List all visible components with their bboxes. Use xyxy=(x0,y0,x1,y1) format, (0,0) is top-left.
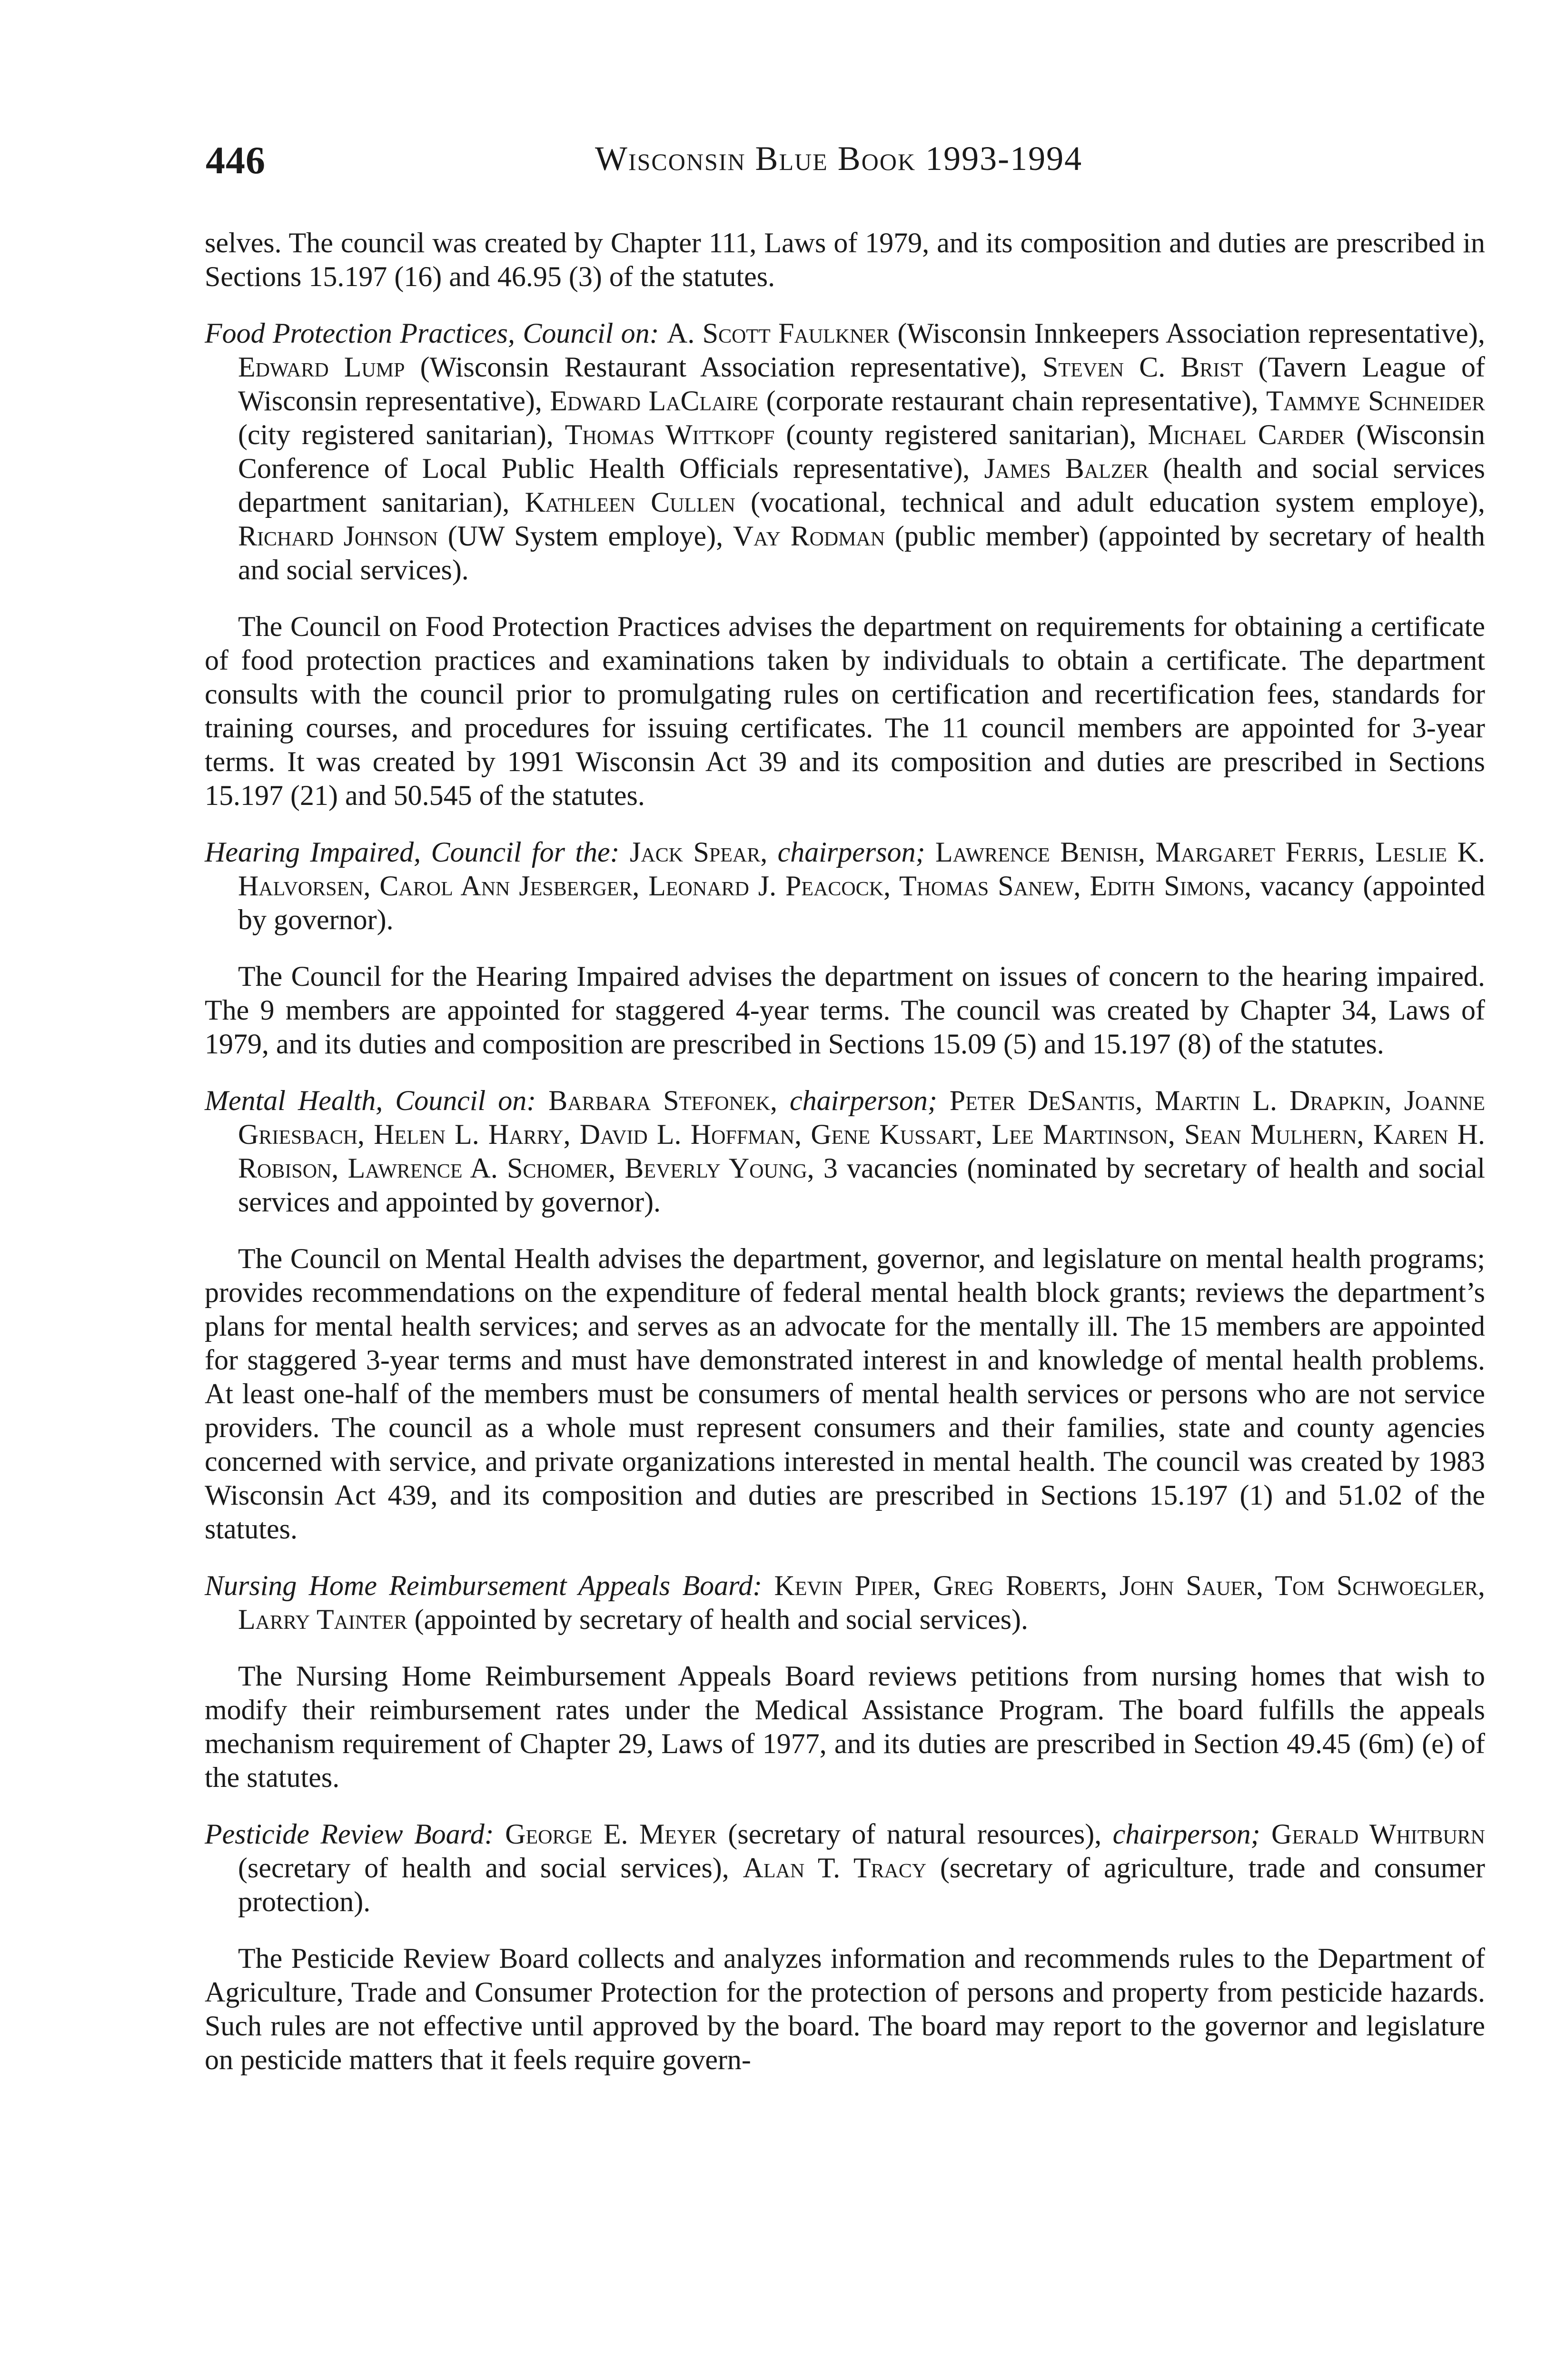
member-desc: (vocational, technical and adult education system employe), xyxy=(735,486,1485,518)
hearing-impaired-title: Hearing Impaired, Council for the: xyxy=(205,836,620,868)
appointment-note: (appointed by secretary of health and social services). xyxy=(407,1604,1029,1635)
member-name: Kathleen Cullen xyxy=(525,486,735,518)
member-desc: (secretary of health and social services), xyxy=(238,1852,743,1884)
member-name: Edward Lump xyxy=(238,351,405,383)
member-name: James Balzer xyxy=(984,453,1149,484)
food-protection-listing xyxy=(205,317,1485,587)
member-entry xyxy=(667,317,1485,349)
mental-health-title: Mental Health, Council on: xyxy=(205,1085,536,1116)
nursing-home-listing xyxy=(205,1569,1485,1636)
chair-desc: (secretary of natural resources), xyxy=(716,1818,1113,1850)
member-name: Tammye Schneider xyxy=(1266,385,1485,416)
member-name: Steven C. Brist xyxy=(1042,351,1243,383)
hearing-impaired-description: The Council for the Hearing Impaired advises the department on issues of concern to the hearing impaired. The 9 members are appointed for staggered 4-year terms. The council was created by Chapter 34, Laws of 1979, and its duties and composition are prescribed in Sections 15.09 (5) and 15.197 (8) of the statutes. xyxy=(205,961,1485,1060)
member-name: Michael Carder xyxy=(1148,419,1345,450)
member-name: A. Scott Faulkner xyxy=(667,317,890,349)
member-desc: (Wisconsin Innkeepers Association representative), xyxy=(890,317,1486,349)
member-desc: (Wisconsin Conference of Local Public Health Officials representative), xyxy=(238,419,1485,484)
page-number: 446 xyxy=(206,139,266,182)
mental-health-listing: Mental Health, Council on: Barbara Stefonek, chairperson; Peter DeSantis, Martin L. Drapkin, Joanne Griesbach, Helen L. Harry, David L. Hoffman, Gene Kussart, Lee Martinson, Sean Mulhern, Karen H. Robison, Lawrence A. Schomer, Beverly Young, 3 vacancies (nominated by secretary of health and social services and appointed by governor). xyxy=(205,1085,1486,1218)
member-desc: (health and social services department sanitarian), xyxy=(238,453,1486,518)
page-content xyxy=(205,226,1485,2100)
member-desc: (UW System employe), xyxy=(438,520,733,552)
member-entry xyxy=(525,486,1485,518)
chair-label: chairperson; xyxy=(777,836,925,868)
member-entry xyxy=(565,419,1148,450)
member-desc: (city registered sanitarian), xyxy=(238,419,565,450)
member-list: Kevin Piper, Greg Roberts, John Sauer, Tom Schwoegler, Larry Tainter xyxy=(238,1570,1485,1635)
member-desc: (county registered sanitarian), xyxy=(774,419,1148,450)
chair-name: Barbara Stefonek xyxy=(548,1085,770,1116)
chair-label: chairperson; xyxy=(789,1085,937,1116)
member-desc: (public member) (appointed by secretary of health and social services). xyxy=(238,520,1485,585)
member-entry xyxy=(238,520,733,552)
nursing-home-title: Nursing Home Reimbursement Appeals Board: xyxy=(205,1570,763,1601)
chair-name: George E. Meyer xyxy=(505,1818,717,1850)
running-title: Wisconsin Blue Book 1993-1994 xyxy=(595,139,1083,178)
member-desc: (corporate restaurant chain representative), xyxy=(758,385,1267,416)
nursing-home-description: The Nursing Home Reimbursement Appeals Board reviews petitions from nursing homes that wish to modify their reimbursement rates under the Medical Assistance Program. The board fulfills the appeals mechanism requirement of Chapter 29, Laws of 1977, and its duties are prescribed in Section 49.45 (6m) (e) of the statutes. xyxy=(205,1660,1485,1793)
appointment-note: vacancy (appointed by governor). xyxy=(238,870,1485,935)
member-entry xyxy=(550,385,1266,416)
pesticide-listing xyxy=(205,1817,1485,1919)
continuation-paragraph: selves. The council was created by Chapter 111, Laws of 1979, and its composition and duties are prescribed in Sections 15.197 (16) and 46.95 (3) of the statutes. xyxy=(205,227,1485,292)
pesticide-description: The Pesticide Review Board collects and analyzes information and recommends rules to the Department of Agriculture, Trade and Consumer Protection for the protection of persons and property from pesticide hazards. Such rules are not effective until approved by the board. The board may report to the governor and legislature on pesticide matters that it feels require govern- xyxy=(205,1943,1485,2075)
member-name: Edward LaClaire xyxy=(550,385,759,416)
food-protection-title: Food Protection Practices, Council on: xyxy=(205,317,659,349)
hearing-impaired-listing: Hearing Impaired, Council for the: Jack Spear, chairperson; Lawrence Benish, Margaret Ferris, Leslie K. Halvorsen, Carol Ann Jesberger, Leonard J. Peacock, Thomas Sanew, Edith Simons, vacancy (appointed by governor). xyxy=(205,836,1486,935)
food-protection-description: The Council on Food Protection Practices advises the department on requirements for obtaining a certificate of food protection practices and examinations taken by individuals to obtain a certificate. The department consults with the council prior to promulgating rules on certification and recertification fees, standards for training courses, and procedures for issuing certificates. The 11 council members are appointed for 3-year terms. It was created by 1991 Wisconsin Act 39 and its composition and duties are prescribed in Sections 15.197 (21) and 50.545 of the statutes. xyxy=(205,611,1485,811)
member-desc: (Tavern League of Wisconsin representative), xyxy=(238,351,1486,416)
member-desc: (secretary of agriculture, trade and consumer protection). xyxy=(238,1852,1485,1917)
member-desc: (Wisconsin Restaurant Association representative), xyxy=(405,351,1043,383)
mental-health-description: The Council on Mental Health advises the department, governor, and legislature on mental health programs; provides recommendations on the expenditure of federal mental health block grants; reviews the department’s plans for mental health services; and serves as an advocate for the mentally ill. The 15 members are appointed for staggered 3-year terms and must have demonstrated interest in and knowledge of mental health problems. At least one-half of the members must be consumers of mental health services or persons who are not service providers. The council as a whole must represent consumers and their families, state and county agencies concerned with service, and private organizations interested in mental health. The council was created by 1983 Wisconsin Act 439, and its composition and duties are prescribed in Sections 15.197 (1) and 51.02 of the statutes. xyxy=(205,1243,1485,1545)
member-name: Vay Rodman xyxy=(733,520,885,552)
member-name: Alan T. Tracy xyxy=(743,1852,927,1884)
pesticide-title: Pesticide Review Board: xyxy=(205,1818,494,1850)
chair-name: Jack Spear xyxy=(630,836,761,868)
page-header xyxy=(200,138,1485,195)
member-list: Peter DeSantis, Martin L. Drapkin, Joanne Griesbach, Helen L. Harry, David L. Hoffman, Gene Kussart, Lee Martinson, Sean Mulhern, Karen H. Robison, Lawrence A. Schomer, Beverly Young, xyxy=(238,1085,1486,1184)
chair-label: chairperson; xyxy=(1112,1818,1260,1850)
appointment-note: 3 vacancies (nominated by secretary of health and social services and appointed by governor). xyxy=(238,1152,1486,1218)
member-name: Thomas Wittkopf xyxy=(565,419,775,450)
member-list: Lawrence Benish, Margaret Ferris, Leslie K. Halvorsen, Carol Ann Jesberger, Leonard J. Peacock, Thomas Sanew, Edith Simons, xyxy=(238,836,1486,902)
member-entry xyxy=(238,351,1042,383)
member-name: Gerald Whitburn xyxy=(1271,1818,1485,1850)
member-name: Richard Johnson xyxy=(238,520,438,552)
